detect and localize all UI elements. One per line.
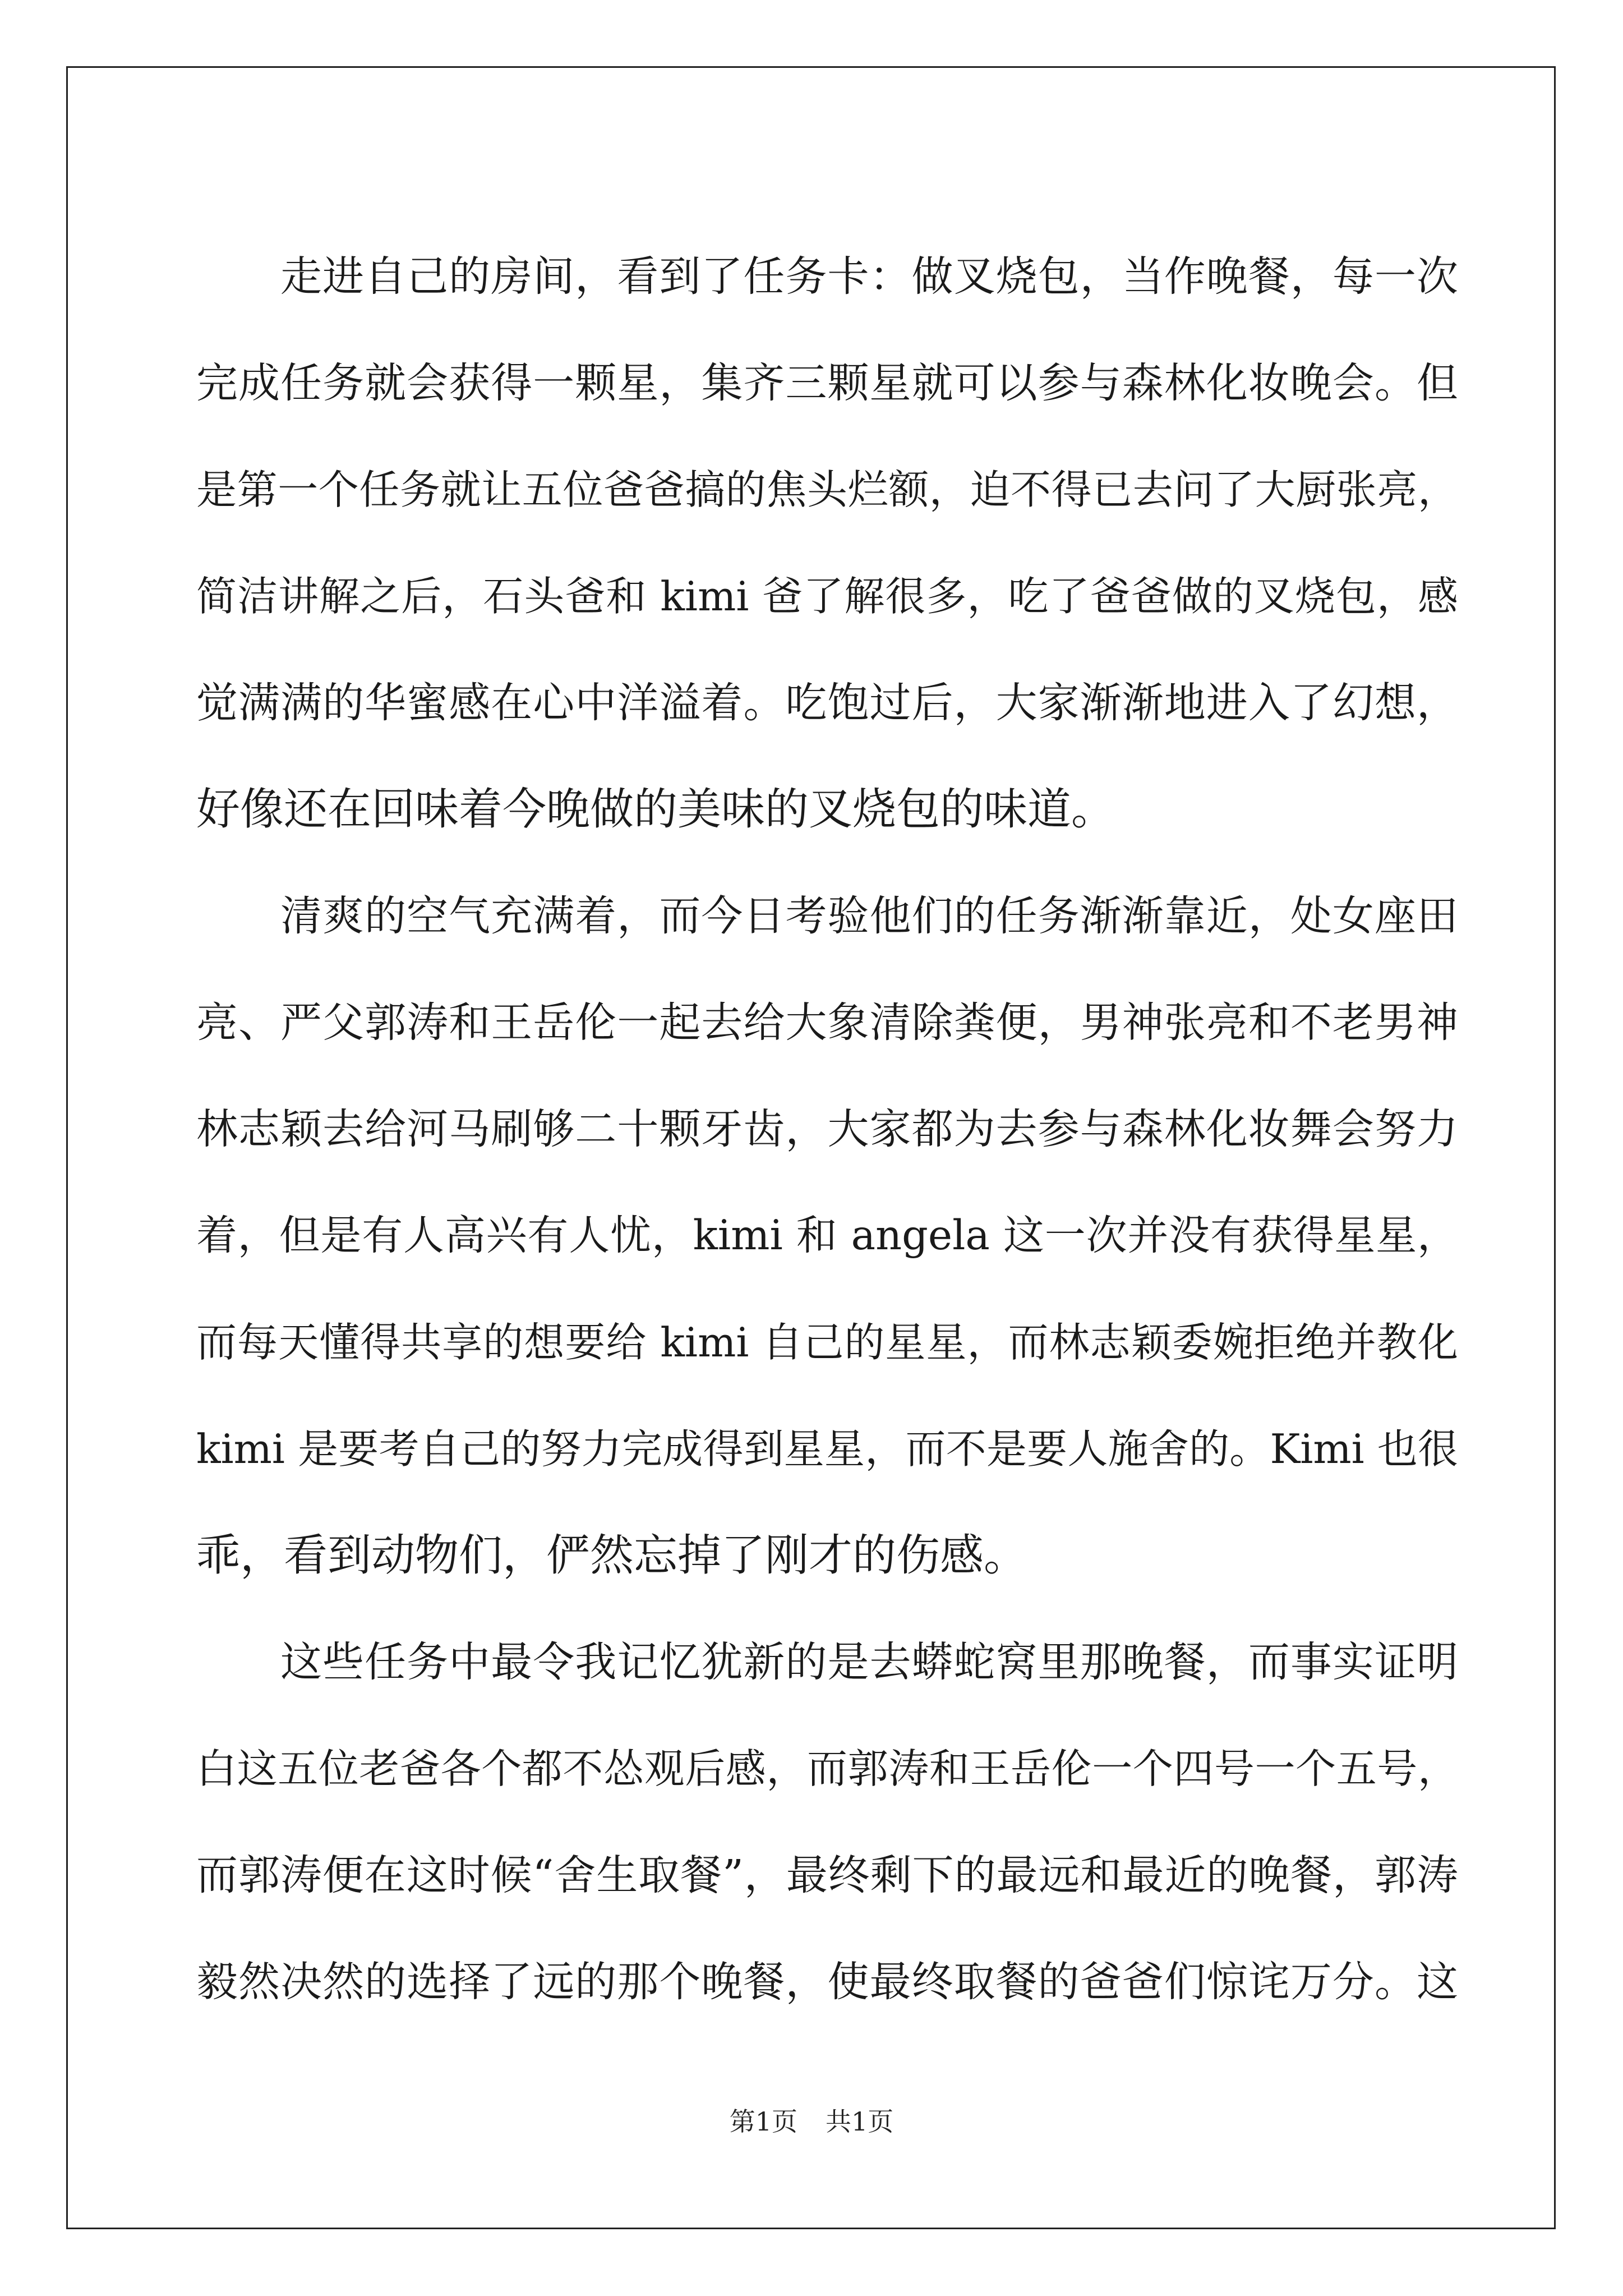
text-line: 林志颖去给河马刷够二十颗牙齿，大家都为去参与森林化妆舞会努力 <box>196 1105 1458 1153</box>
text-line: 走进自己的房间，看到了任务卡：做叉烧包，当作晚餐，每一次 <box>280 252 1458 301</box>
text-line: 而郭涛便在这时候“舍生取餐”，最终剩下的最远和最近的晚餐，郭涛 <box>196 1851 1458 1899</box>
document-body <box>196 223 1458 2035</box>
page-number: 第1页 <box>729 2106 797 2137</box>
text-line: 简洁讲解之后，石头爸和 kimi 爸了解很多，吃了爸爸做的叉烧包，感 <box>196 573 1458 620</box>
text-line: 亮、严父郭涛和王岳伦一起去给大象清除粪便，男神张亮和不老男神 <box>196 999 1458 1047</box>
text-line: 乖，看到动物们，俨然忘掉了刚才的伤感。 <box>196 1530 1028 1581</box>
page-total: 共1页 <box>826 2106 894 2137</box>
text-line: 完成任务就会获得一颗星，集齐三颗星就可以参与森林化妆晚会。但 <box>196 359 1458 407</box>
text-line: 毅然决然的选择了远的那个晚餐，使最终取餐的爸爸们惊诧万分。这 <box>196 1958 1458 2006</box>
text-line: 是第一个任务就让五位爸爸搞的焦头烂额，迫不得已去问了大厨张亮， <box>196 466 1458 513</box>
text-line: 觉满满的华蜜感在心中洋溢着。吃饱过后，大家渐渐地进入了幻想， <box>196 679 1458 727</box>
text-line: 着，但是有人高兴有人忧，kimi 和 angela 这一次并没有获得星星， <box>196 1212 1458 1259</box>
paragraph-1 <box>196 223 1458 863</box>
text-line: 清爽的空气充满着，而今日考验他们的任务渐渐靠近，处女座田 <box>280 892 1458 940</box>
text-line: 而每天懂得共享的想要给 kimi 自己的星星，而林志颖委婉拒绝并教化 <box>196 1319 1458 1366</box>
text-line: kimi 是要考自己的努力完成得到星星，而不是要人施舍的。Kimi 也很 <box>196 1425 1458 1473</box>
page-footer <box>0 2105 1623 2138</box>
text-line: 这些任务中最令我记忆犹新的是去蟒蛇窝里那晚餐，而事实证明 <box>280 1638 1458 1686</box>
paragraph-3 <box>196 1609 1458 2035</box>
text-line: 白这五位老爸各个都不怂观后感，而郭涛和王岳伦一个四号一个五号， <box>196 1745 1458 1792</box>
paragraph-2 <box>196 863 1458 1609</box>
text-line: 好像还在回味着今晚做的美味的叉烧包的味道。 <box>196 784 1115 835</box>
